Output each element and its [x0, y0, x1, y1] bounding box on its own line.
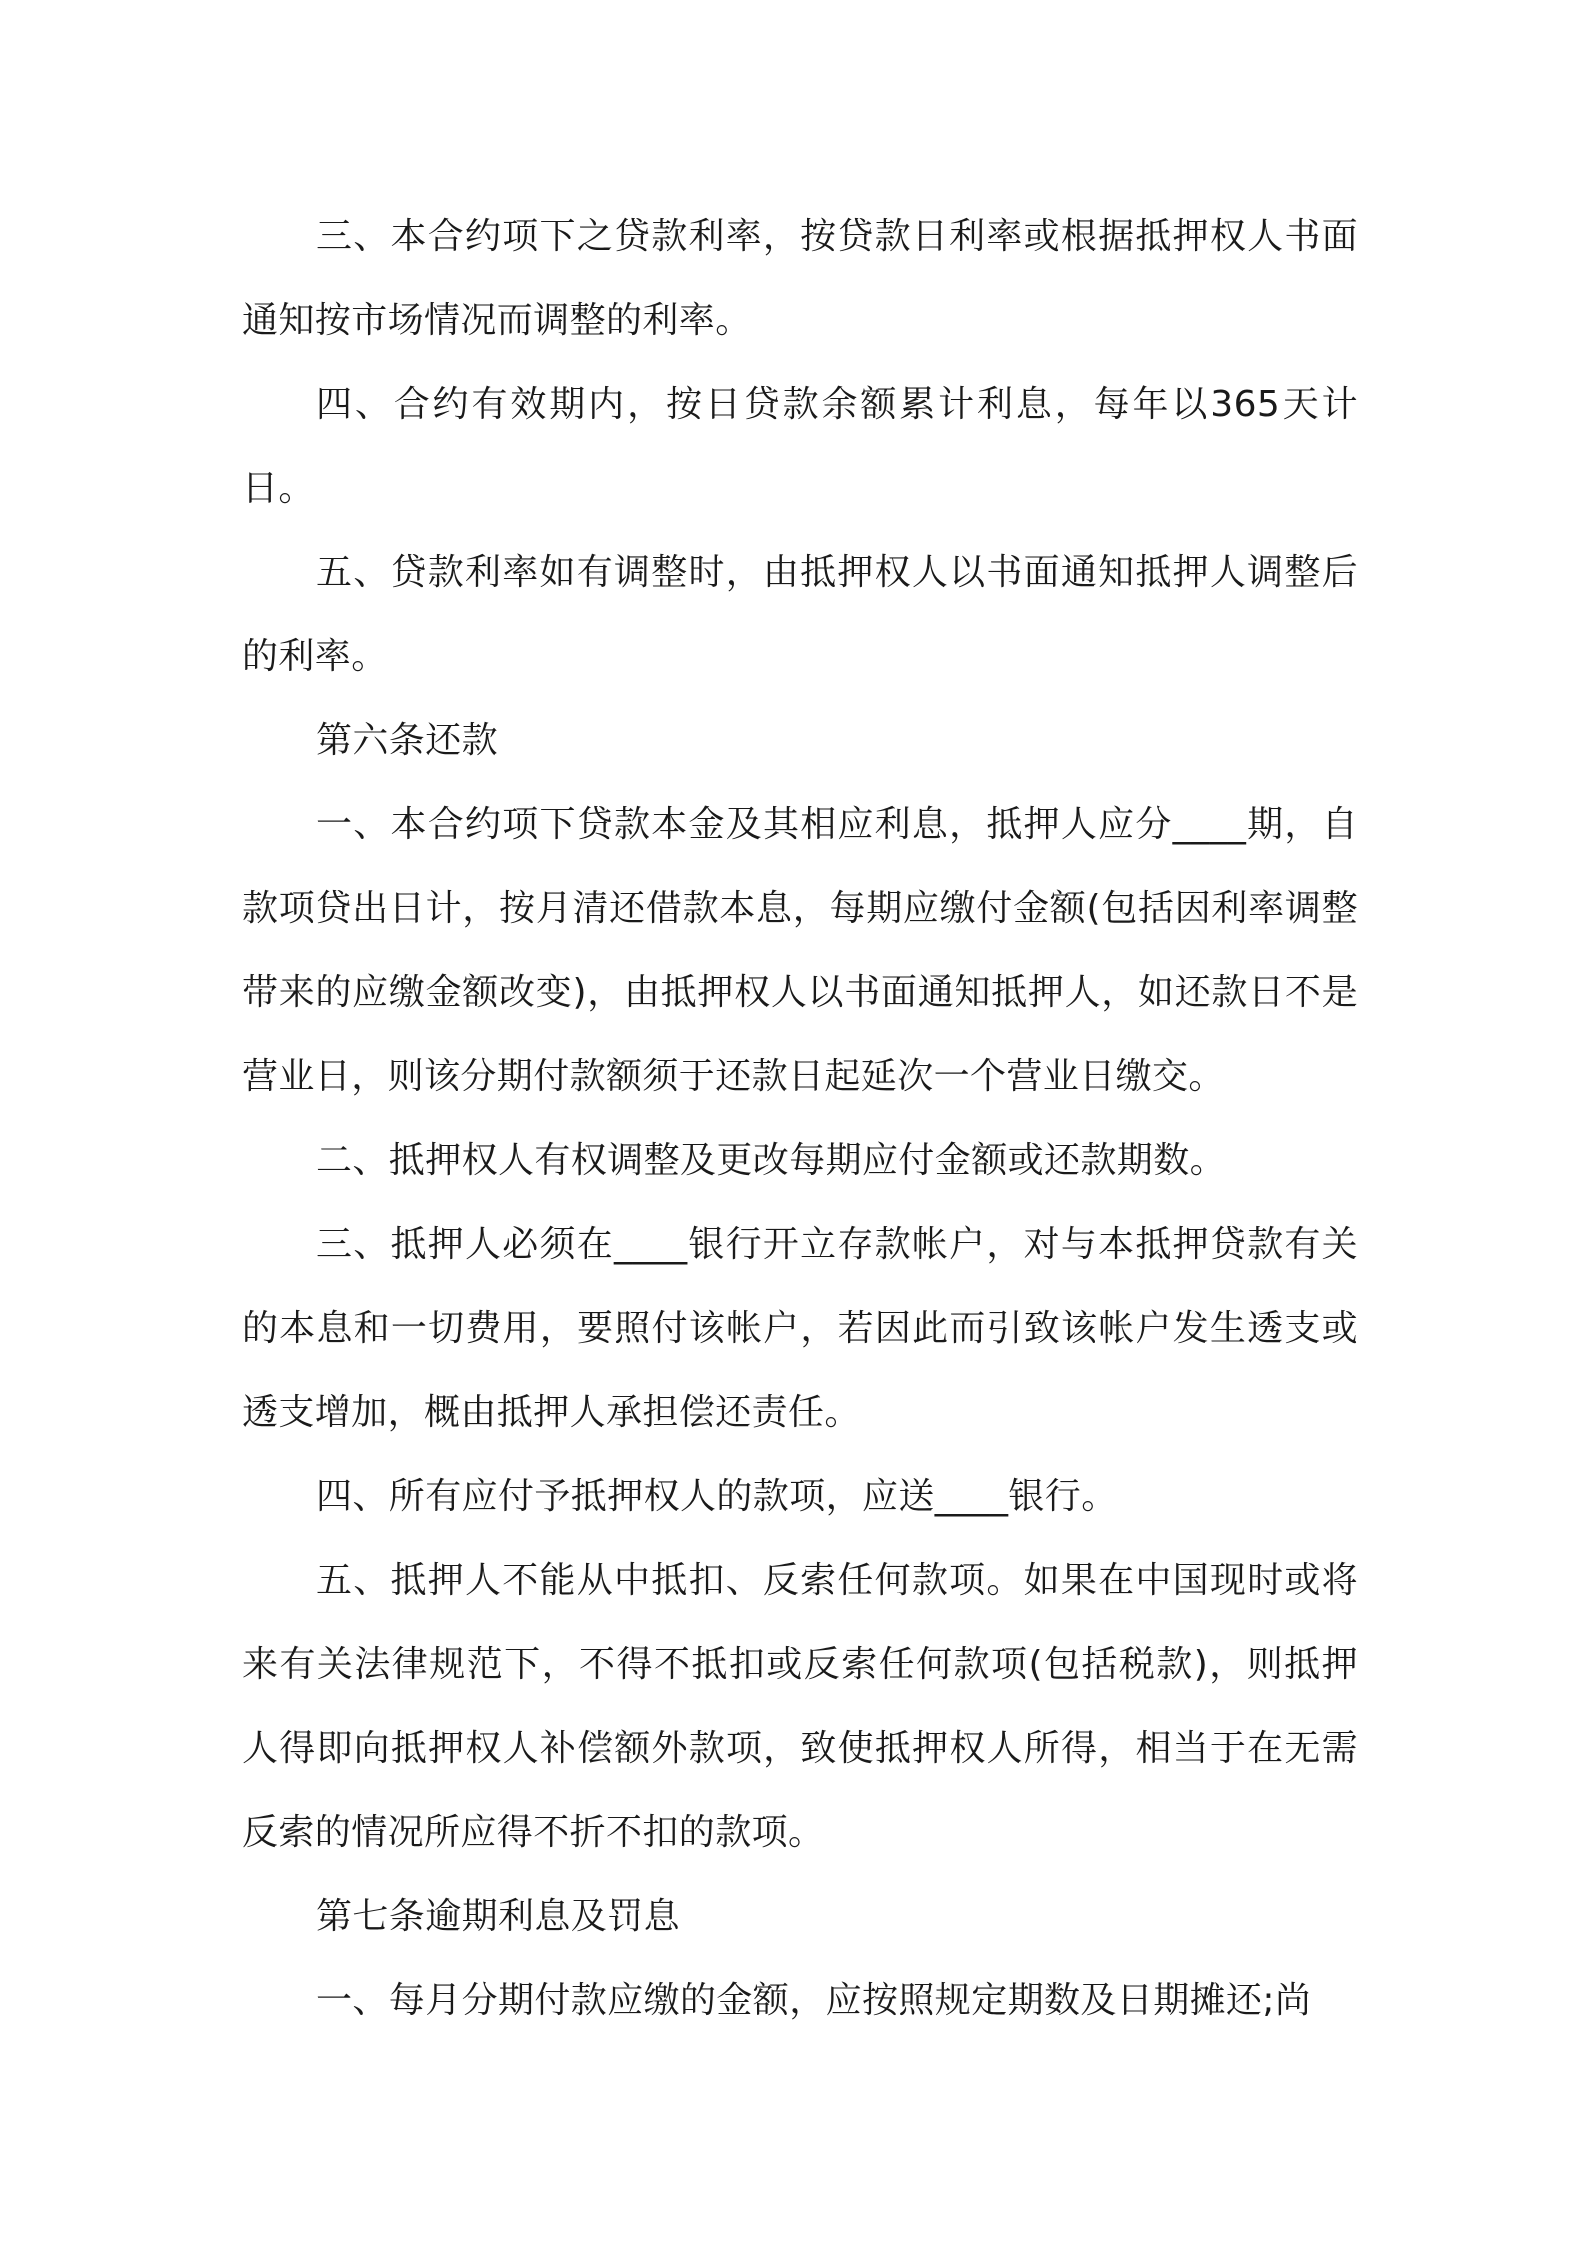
- section-heading-article-7: 第七条逾期利息及罚息: [316, 1896, 681, 1937]
- paragraph-overdue-installments: 一、每月分期付款应缴的金额，应按照规定期数及日期摊还;尚: [316, 1980, 1312, 2021]
- section-heading-article-6: 第六条还款: [316, 720, 499, 761]
- paragraph-no-deduction: 五、抵押人不能从中抵扣、反索任何款项。如果在中国现时或将来有关法律规范下，不得不抵扣或反索任何款项(包括税款)，则抵押人得即向抵押权人补偿额外款项，致使抵押权人所得，相当于在无需反索的情况所应得不折不扣的款项。: [242, 1560, 1358, 1853]
- paragraph-adjust-installments: 二、抵押权人有权调整及更改每期应付金额或还款期数。: [316, 1140, 1227, 1181]
- paragraph-daily-interest: 四、合约有效期内，按日贷款余额累计利息，每年以365天计日。: [242, 384, 1358, 509]
- document-body: [242, 195, 1358, 2043]
- paragraph-rate-adjustment-notice: 五、贷款利率如有调整时，由抵押权人以书面通知抵押人调整后的利率。: [242, 552, 1358, 677]
- paragraph-repayment-installments: 一、本合约项下贷款本金及其相应利息，抵押人应分____期，自款项贷出日计，按月清还借款本息，每期应缴付金额(包括因利率调整带来的应缴金额改变)，由抵押权人以书面通知抵押人，如还款日不是营业日，则该分期付款额须于还款日起延次一个营业日缴交。: [242, 804, 1358, 1097]
- paragraph-payment-destination: 四、所有应付予抵押权人的款项，应送____银行。: [316, 1476, 1118, 1517]
- paragraph-interest-rate-basis: 三、本合约项下之贷款利率，按贷款日利率或根据抵押权人书面通知按市场情况而调整的利率。: [242, 216, 1358, 341]
- paragraph-deposit-account: 三、抵押人必须在____银行开立存款帐户，对与本抵押贷款有关的本息和一切费用，要照付该帐户，若因此而引致该帐户发生透支或透支增加，概由抵押人承担偿还责任。: [242, 1224, 1358, 1433]
